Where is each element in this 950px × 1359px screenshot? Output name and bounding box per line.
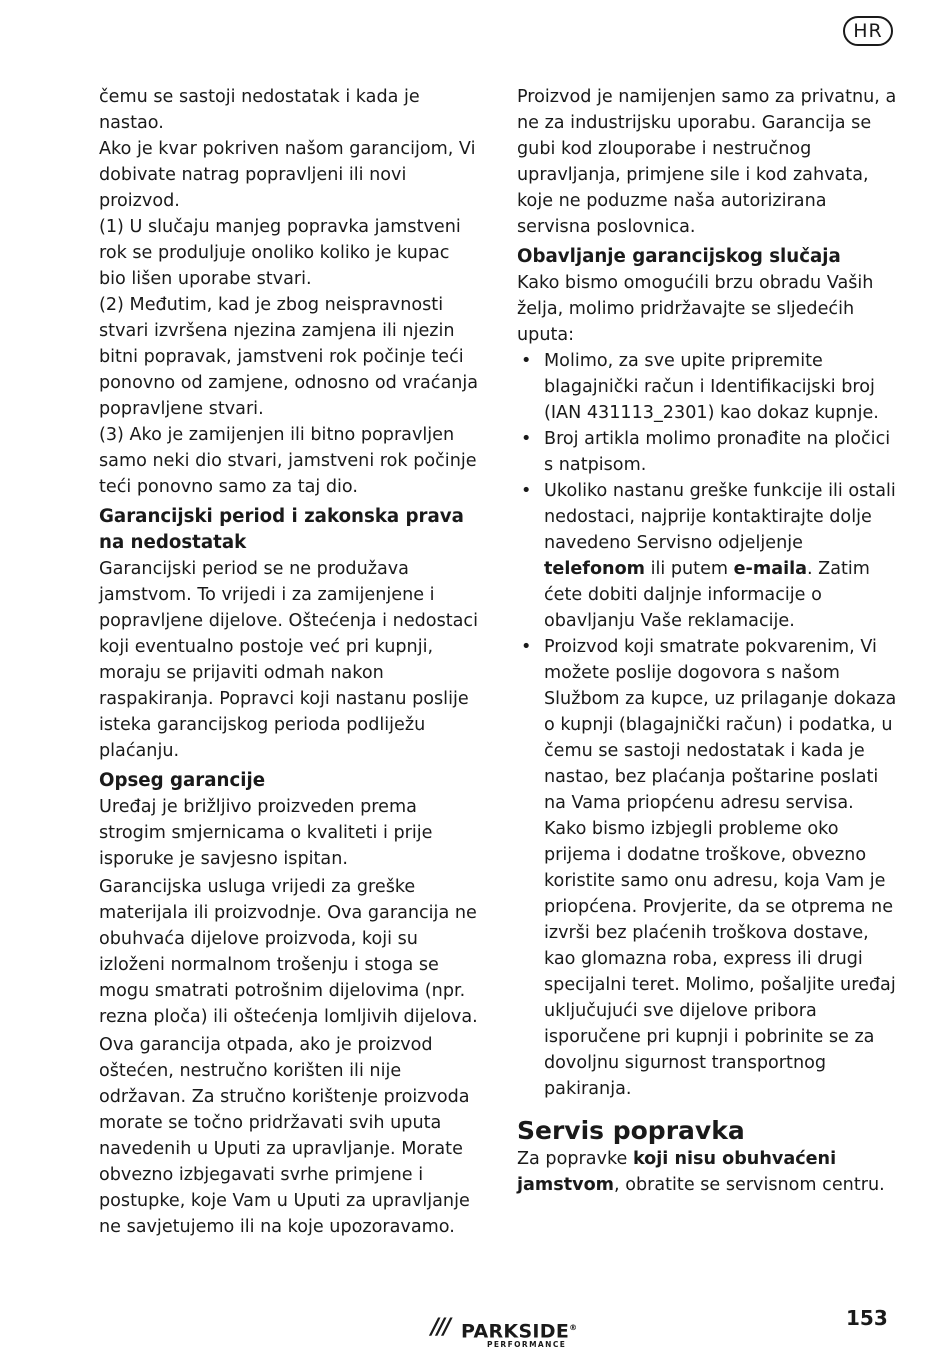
emphasis-not-covered: koji nisu obuhvaćeni jamstvom (517, 1149, 837, 1195)
logo-brand: PARKSIDE® (461, 1320, 578, 1343)
list-item-text: Broj artikla molimo pronađite na pločici s natpisom. (544, 429, 891, 475)
list-item-text: . Zatim ćete dobiti daljnje informacije o obavljanju Vaše reklamacije. (544, 559, 870, 631)
paragraph-text: Za popravke (517, 1149, 633, 1169)
heading-warranty-scope: Opseg garancije (99, 770, 266, 791)
logo-sub: PERFORMANCE (487, 1340, 567, 1349)
page-number: 153 (846, 1306, 888, 1330)
paragraph: Kako bismo omogućili brzu obradu Vaših želja, molimo pridržavajte se sljedećih uputa: (517, 273, 874, 345)
bullet-icon: • (521, 429, 532, 449)
left-column (99, 84, 481, 1240)
list-item (517, 634, 901, 1102)
paragraph: čemu se sastoji nedostatak i kada je nastao. (99, 87, 420, 133)
emphasis-email: e-maila (733, 559, 807, 579)
paragraph: Proizvod je namijenjen samo za privatnu, a ne za industrijsku uporabu. Garancija se gubi kod zlouporabe i nestručnog upravljanja, primjene sile i kod zahvata, koje ne poduzme naša autorizirana servisna poslovnica. (517, 87, 897, 237)
bullet-icon: • (521, 351, 532, 371)
paragraph: (1) U slučaju manjeg popravka jamstveni rok se produljuje onoliko koliko je kupac bio lišen uporabe stvari. (99, 217, 461, 289)
heading-repair-service: Servis popravka (517, 1116, 745, 1145)
paragraph: Uređaj je brižljivo proizveden prema strogim smjernicama o kvaliteti i prije isporuke je savjesno ispitan. (99, 797, 433, 869)
paragraph: Garancijski period se ne produžava jamstvom. To vrijedi i za zamijenjene i popravljene dijelove. Oštećenja i nedostaci koji eventualno postoje već pri kupnji, moraju se prijaviti odmah nakon raspakiranja. Popravci koji nastanu poslije isteka garancijskog perioda podliježu plaćanju. (99, 559, 478, 761)
paragraph: (3) Ako je zamijenjen ili bitno popravljen samo neki dio stvari, jamstveni rok počinje teći ponovno samo za taj dio. (99, 425, 477, 497)
paragraph: Ova garancija otpada, ako je proizvod oštećen, nestručno korišten ili nije održavan. Za stručno korištenje proizvoda morate se točno pridržavati svih uputa navedenih u Uputi za upravljanje. Morate obvezno izbjegavati svrhe primjene i postupke, koje Vam u Uputi za upravljanje ne savjetujemo ili na koje upozoravamo. (99, 1035, 470, 1237)
emphasis-phone: telefonom (544, 559, 645, 579)
paragraph: Garancijska usluga vrijedi za greške materijala ili proizvodnje. Ova garancija ne obuhvaća dijelove proizvoda, koji su izloženi normalnom trošenju i stoga se mogu smatrati potrošnim dijelovima (npr. rezna ploča) ili oštećenja lomljivih dijelova. (99, 877, 478, 1027)
instruction-list (517, 348, 901, 1102)
list-item-text: Molimo, za sve upite pripremite blagajnički račun i Identifikacijski broj (IAN 431113_2301) kao dokaz kupnje. (544, 351, 879, 423)
list-item-text: Ukoliko nastanu greške funkcije ili ostali nedostaci, najprije kontaktirajte dolje navedeno Servisno odjeljenje (544, 481, 896, 553)
list-item-text: ili putem (645, 559, 734, 579)
logo-slashes-icon: /// (431, 1315, 450, 1340)
paragraph (517, 1146, 901, 1198)
heading-warranty-period: Garancijski period i zakonska prava na nedostatak (99, 506, 464, 553)
paragraph-text: , obratite se servisnom centru. (614, 1175, 885, 1195)
list-item (517, 426, 901, 478)
bullet-icon: • (521, 481, 532, 501)
parkside-logo (431, 1316, 581, 1350)
heading-warranty-process: Obavljanje garancijskog slučaja (517, 246, 841, 267)
language-badge: HR (843, 16, 893, 46)
paragraph: (2) Međutim, kad je zbog neispravnosti stvari izvršena njezina zamjena ili njezin bitni popravak, jamstveni rok počinje teći ponovno od zamjene, odnosno od vraćanja popravljene stvari. (99, 295, 479, 419)
list-item-text: Proizvod koji smatrate pokvarenim, Vi možete poslije dogovora s našom Službom za kupce, uz prilaganje dokaza o kupnji (blagajnički račun) i podatka, u čemu se sastoji nedostatak i kada je nastao, bez plaćanja poštarine poslati na Vama priopćenu adresu servisa. Kako bismo izbjegli probleme oko prijema i dodatne troškove, obvezno koristite samo onu adresu, koja Vam je priopćena. Provjerite, da se otprema ne izvrši bez plaćenih troškova dostave, kao glomazna roba, express ili drugi specijalni teret. Molimo, pošaljite uređaj uključujući sve dijelove pribora isporučene pri kupnji i pobrinite se za dovoljnu sigurnost transportnog pakiranja. (544, 637, 897, 1099)
paragraph: Ako je kvar pokriven našom garancijom, Vi dobivate natrag popravljeni ili novi proizvod. (99, 139, 476, 211)
list-item (517, 478, 901, 634)
list-item (517, 348, 901, 426)
right-column (517, 84, 901, 1198)
bullet-icon: • (521, 637, 532, 657)
